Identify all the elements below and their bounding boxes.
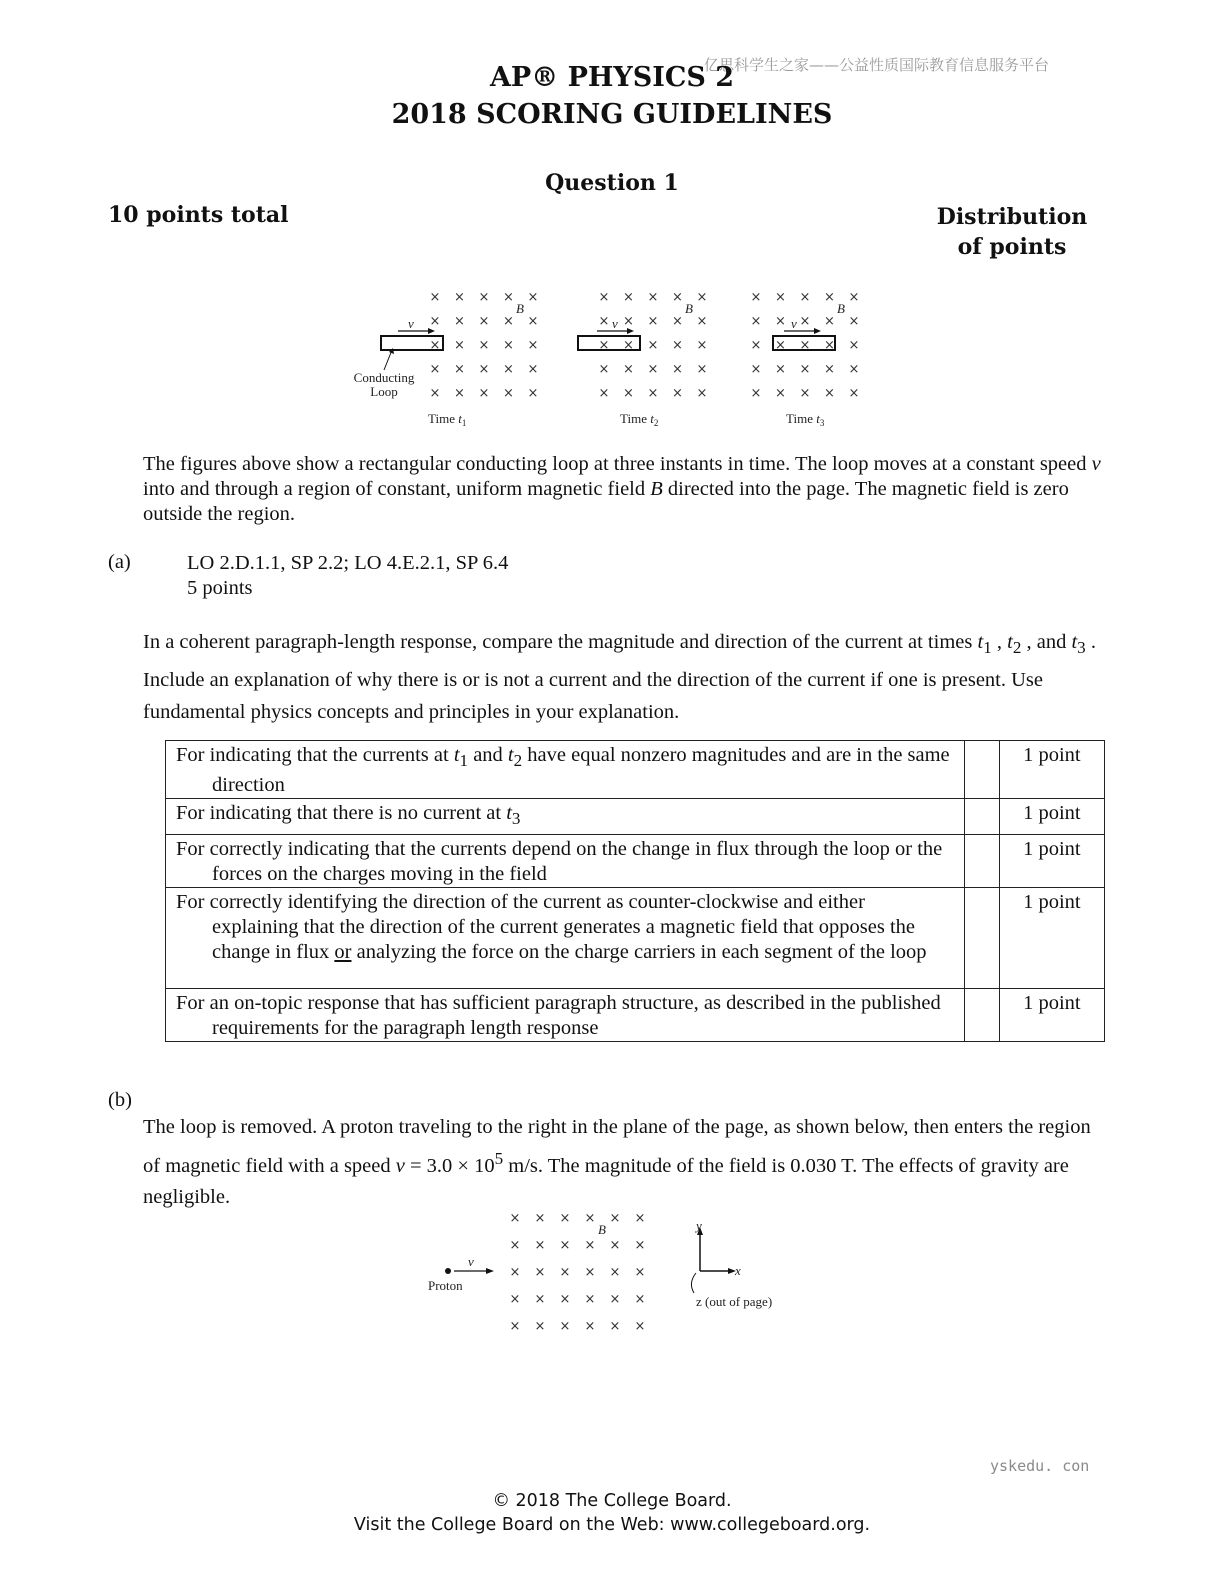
field-x-mark: ×	[775, 290, 786, 305]
field-x-mark: ×	[509, 1319, 521, 1334]
field-x-mark: ×	[799, 338, 811, 353]
intro-paragraph: The figures above show a rectangular conducting loop at three instants in time. The loop moves at a constant speed v into and through a region of constant, uniform magnetic field B directed into the page. The magnetic field is zero outside the region.	[143, 453, 1101, 525]
field-x-mark: ×	[775, 386, 786, 401]
field-x-mark: ×	[598, 314, 610, 329]
field-label-t3: B	[837, 301, 845, 316]
field-x-mark: ×	[454, 290, 465, 305]
field-x-mark: ×	[503, 338, 514, 353]
field-x-mark: ×	[429, 338, 441, 353]
page-title-line1: AP® PHYSICS 2	[489, 62, 735, 93]
field-x-mark: ×	[848, 314, 860, 329]
part-b-label: (b)	[108, 1089, 132, 1111]
rubric-blank-cell	[964, 741, 999, 799]
field-x-mark: ×	[634, 1319, 646, 1334]
field-x-mark: ×	[584, 1319, 596, 1334]
proton-label: Proton	[428, 1278, 463, 1293]
field-x-mark: ×	[672, 338, 683, 353]
distribution-line1: Distribution	[936, 204, 1088, 230]
field-x-mark: ×	[609, 1319, 621, 1334]
proton-velocity-arrowhead	[486, 1268, 494, 1274]
z-axis-label: z (out of page)	[696, 1294, 773, 1309]
field-x-mark: ×	[509, 1211, 521, 1226]
rubric-criterion: For correctly identifying the direction of the current as counter-clockwise and either explaining that the direction of the current generates a magnetic field that opposes the change in flux or analyzing the force on the charge carriers in each segment of the loop	[166, 888, 965, 989]
field-x-mark: ×	[848, 290, 860, 305]
figure-conducting-loop	[340, 282, 880, 434]
part-a-points: 5 points	[187, 577, 253, 599]
part-b-prompt: The loop is removed. A proton traveling to the right in the plane of the page, as shown below, then enters the region of magnetic field with a speed $v = 3.0 \times 10^5$ m/s. The magnitude of the field is 0.030 T. The effects of gravity are negligible.	[143, 1116, 1091, 1208]
field-x-mark: ×	[598, 386, 610, 401]
field-x-mark: ×	[527, 290, 539, 305]
velocity-arrow-t1	[398, 328, 435, 334]
field-x-mark: ×	[503, 362, 514, 377]
field-x-mark: ×	[609, 1238, 621, 1253]
rubric-row	[166, 989, 1105, 1042]
field-x-mark: ×	[824, 290, 835, 305]
distribution-header	[930, 202, 1094, 262]
field-x-mark: ×	[824, 338, 835, 353]
rubric-blank-cell	[964, 989, 999, 1042]
field-x-mark: ×	[824, 314, 835, 329]
field-x-mark: ×	[584, 1211, 596, 1226]
field-x-mark: ×	[609, 1211, 621, 1226]
field-x-mark: ×	[559, 1238, 571, 1253]
x-axis-label: x	[735, 1263, 741, 1278]
field-x-mark: ×	[534, 1265, 546, 1280]
field-x-mark: ×	[750, 362, 762, 377]
field-x-mark: ×	[429, 314, 441, 329]
field-x-mark: ×	[598, 362, 610, 377]
field-x-mark: ×	[775, 362, 786, 377]
footer-site-watermark: yskedu. con	[990, 1457, 1090, 1475]
field-x-mark: ×	[750, 314, 762, 329]
field-x-mark: ×	[775, 338, 786, 353]
field-x-mark: ×	[672, 314, 683, 329]
rubric-points: 1 point	[999, 835, 1104, 888]
field-x-mark: ×	[454, 314, 465, 329]
part-a-learning-objectives	[187, 551, 508, 601]
loop-label-line2: Loop	[370, 384, 398, 399]
field-x-mark: ×	[534, 1292, 546, 1307]
velocity-label-t1: v	[408, 316, 414, 331]
rubric-blank-cell	[964, 835, 999, 888]
proton-dot	[445, 1268, 451, 1274]
rubric-criterion: For an on-topic response that has sufficient paragraph structure, as described in the published requirements for the paragraph length response	[166, 989, 965, 1042]
field-x-mark: ×	[509, 1292, 521, 1307]
time-label-t3: Time $t_3$	[786, 411, 825, 428]
field-x-mark: ×	[799, 314, 811, 329]
z-axis-curve	[691, 1273, 696, 1293]
rubric-row	[166, 799, 1105, 835]
rubric-points: 1 point	[999, 888, 1104, 989]
field-x-mark: ×	[478, 314, 490, 329]
footer-copyright: © 2018 The College Board.	[492, 1491, 732, 1511]
watermark-text: 亿思科学生之家——公益性质国际教育信息服务平台	[704, 56, 1050, 74]
field-x-mark: ×	[848, 338, 860, 353]
field-x-mark: ×	[509, 1265, 521, 1280]
field-x-mark: ×	[696, 290, 708, 305]
field-x-mark: ×	[559, 1265, 571, 1280]
rubric-row	[166, 888, 1105, 989]
field-x-mark: ×	[824, 362, 835, 377]
field-x-mark: ×	[775, 314, 786, 329]
field-x-mark: ×	[584, 1265, 596, 1280]
field-x-mark: ×	[634, 1292, 646, 1307]
field-x-mark: ×	[559, 1211, 571, 1226]
field-x-mark: ×	[503, 290, 514, 305]
points-total: 10 points total	[108, 202, 289, 228]
field-x-mark: ×	[750, 386, 762, 401]
time-label-t1: Time $t_1$	[428, 411, 467, 428]
field-x-mark: ×	[623, 386, 634, 401]
field-x-mark: ×	[429, 362, 441, 377]
field-x-mark: ×	[634, 1211, 646, 1226]
field-x-mark: ×	[527, 386, 539, 401]
field-x-mark: ×	[634, 1238, 646, 1253]
field-x-mark: ×	[824, 386, 835, 401]
field-x-mark: ×	[799, 386, 811, 401]
field-x-mark: ×	[647, 362, 659, 377]
field-x-mark: ×	[672, 290, 683, 305]
rubric-points: 1 point	[999, 989, 1104, 1042]
y-axis-label: y	[696, 1218, 702, 1233]
field-x-mark: ×	[750, 290, 762, 305]
field-x-mark: ×	[454, 386, 465, 401]
field-x-mark: ×	[478, 362, 490, 377]
rubric-blank-cell	[964, 799, 999, 835]
field-x-mark: ×	[527, 314, 539, 329]
velocity-label-t2: v	[612, 316, 618, 331]
page-title-line2: 2018 SCORING GUIDELINES	[391, 99, 833, 130]
field-x-mark: ×	[623, 338, 634, 353]
field-x-mark: ×	[527, 338, 539, 353]
field-x-mark: ×	[559, 1292, 571, 1307]
field-x-mark: ×	[647, 314, 659, 329]
field-x-mark: ×	[848, 386, 860, 401]
rubric-criterion: For correctly indicating that the currents depend on the change in flux through the loop or the forces on the charges moving in the field	[166, 835, 965, 888]
field-x-mark: ×	[609, 1265, 621, 1280]
field-x-mark: ×	[623, 314, 634, 329]
rubric-blank-cell	[964, 888, 999, 989]
field-x-mark: ×	[478, 338, 490, 353]
field-x-mark: ×	[623, 362, 634, 377]
field-x-mark: ×	[429, 290, 441, 305]
field-x-mark: ×	[584, 1238, 596, 1253]
field-x-mark: ×	[527, 362, 539, 377]
proton-velocity-label: v	[468, 1254, 474, 1269]
field-x-mark: ×	[478, 386, 490, 401]
field-label-proton: B	[598, 1222, 606, 1237]
field-x-mark: ×	[696, 386, 708, 401]
field-x-mark: ×	[623, 290, 634, 305]
field-x-mark: ×	[584, 1292, 596, 1307]
time-label-t2: Time $t_2$	[620, 411, 659, 428]
field-x-mark: ×	[534, 1238, 546, 1253]
field-grid-proton	[510, 1211, 646, 1334]
loop-pointer-line	[384, 350, 392, 370]
field-x-mark: ×	[598, 290, 610, 305]
field-x-mark: ×	[647, 290, 659, 305]
field-x-mark: ×	[672, 362, 683, 377]
rubric-criterion: For indicating that there is no current at $t_3$	[166, 799, 965, 835]
distribution-line2: of points	[957, 234, 1067, 260]
rubric-points: 1 point	[999, 799, 1104, 835]
rubric-points: 1 point	[999, 741, 1104, 799]
loop-label-line1: Conducting	[353, 370, 415, 385]
field-x-mark: ×	[799, 362, 811, 377]
field-x-mark: ×	[454, 338, 465, 353]
field-label-t1: B	[516, 301, 524, 316]
field-x-mark: ×	[503, 386, 514, 401]
field-x-mark: ×	[696, 362, 708, 377]
figure-proton-field	[420, 1205, 800, 1337]
rubric-row	[166, 835, 1105, 888]
field-x-mark: ×	[647, 338, 659, 353]
field-x-mark: ×	[534, 1211, 546, 1226]
rubric-criterion: For indicating that the currents at $t_1$ and $t_2$ have equal nonzero magnitudes and are in the same direction	[166, 741, 965, 799]
field-x-mark: ×	[559, 1319, 571, 1334]
part-a-label: (a)	[108, 551, 131, 573]
field-x-mark: ×	[672, 386, 683, 401]
field-x-mark: ×	[750, 338, 762, 353]
field-x-mark: ×	[509, 1238, 521, 1253]
field-x-mark: ×	[647, 386, 659, 401]
field-x-mark: ×	[534, 1319, 546, 1334]
field-x-mark: ×	[454, 362, 465, 377]
question-title: Question 1	[545, 170, 679, 196]
field-label-t2: B	[685, 301, 693, 316]
part-a-lo: LO 2.D.1.1, SP 2.2; LO 4.E.2.1, SP 6.4	[187, 552, 509, 574]
field-x-mark: ×	[848, 362, 860, 377]
field-x-mark: ×	[478, 290, 490, 305]
field-x-mark: ×	[503, 314, 514, 329]
rubric-row	[166, 741, 1105, 799]
field-x-mark: ×	[696, 338, 708, 353]
field-x-mark: ×	[634, 1265, 646, 1280]
velocity-label-t3: v	[791, 316, 797, 331]
field-x-mark: ×	[598, 338, 610, 353]
field-x-mark: ×	[429, 386, 441, 401]
footer-visit: Visit the College Board on the Web: www.collegeboard.org.	[353, 1515, 871, 1535]
field-x-mark: ×	[609, 1292, 621, 1307]
field-x-mark: ×	[696, 314, 708, 329]
field-x-mark: ×	[799, 290, 811, 305]
part-a-prompt: In a coherent paragraph-length response, compare the magnitude and direction of the current at times $t_1$ , $t_2$ , and $t_3$ . Include an explanation of why there is or is not a current and the direction of the current if one is present. Use fundamental physics concepts and principles in your explanation.	[143, 631, 1096, 724]
rubric-table	[165, 740, 1105, 1042]
